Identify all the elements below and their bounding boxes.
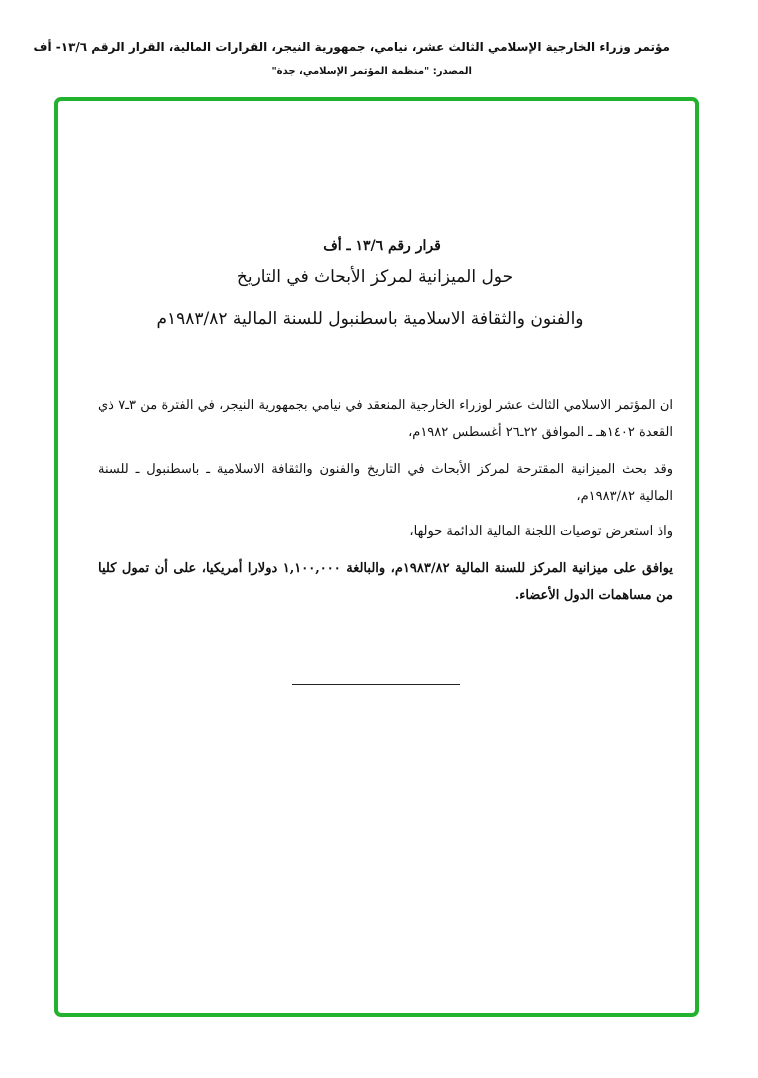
resolution-subject-line-1: حول الميزانية لمركز الأبحاث في التاريخ <box>236 267 514 287</box>
paragraph-approval: يوافق على ميزانية المركز للسنة المالية ١٩٨٣/٨٢م، والبالغة ١,١٠٠,٠٠٠ دولارا أمريكيا، على أن تمول كليا من مساهمات الدول الأعضاء. <box>98 561 673 603</box>
resolution-subject-line-2: والفنون والثقافة الاسلامية باسطنبول للسنة المالية ١٩٨٣/٨٢م <box>156 309 584 329</box>
paragraph-preamble: ان المؤتمر الاسلامي الثالث عشر لوزراء الخارجية المنعقد في نيامي بجمهورية النيجر، في الفترة من ٣ـ٧ ذي القعدة ١٤٠٢هـ ـ الموافق ٢٢ـ٢٦ أغسطس ١٩٨٢م، <box>98 398 673 440</box>
page-header-source: المصدر: "منظمة المؤتمر الإسلامي، جدة" <box>271 66 472 77</box>
paragraph-considered-budget: وقد بحث الميزانية المقترحة لمركز الأبحاث في التاريخ والفنون والثقافة الاسلامية ـ باسطنبول ـ للسنة المالية ١٩٨٣/٨٢م، <box>98 462 673 504</box>
page-header-title: مؤتمر وزراء الخارجية الإسلامي الثالث عشر، نيامي، جمهورية النيجر، القرارات المالية، القرار الرقم ١٣/٦- أف <box>33 40 670 54</box>
end-divider-line <box>292 684 460 685</box>
resolution-number: قرار رقم ١٣/٦ ـ أف <box>323 238 441 254</box>
paragraph-reviewed-recommendations: واذ استعرض توصيات اللجنة المالية الدائمة حولها، <box>409 524 673 539</box>
